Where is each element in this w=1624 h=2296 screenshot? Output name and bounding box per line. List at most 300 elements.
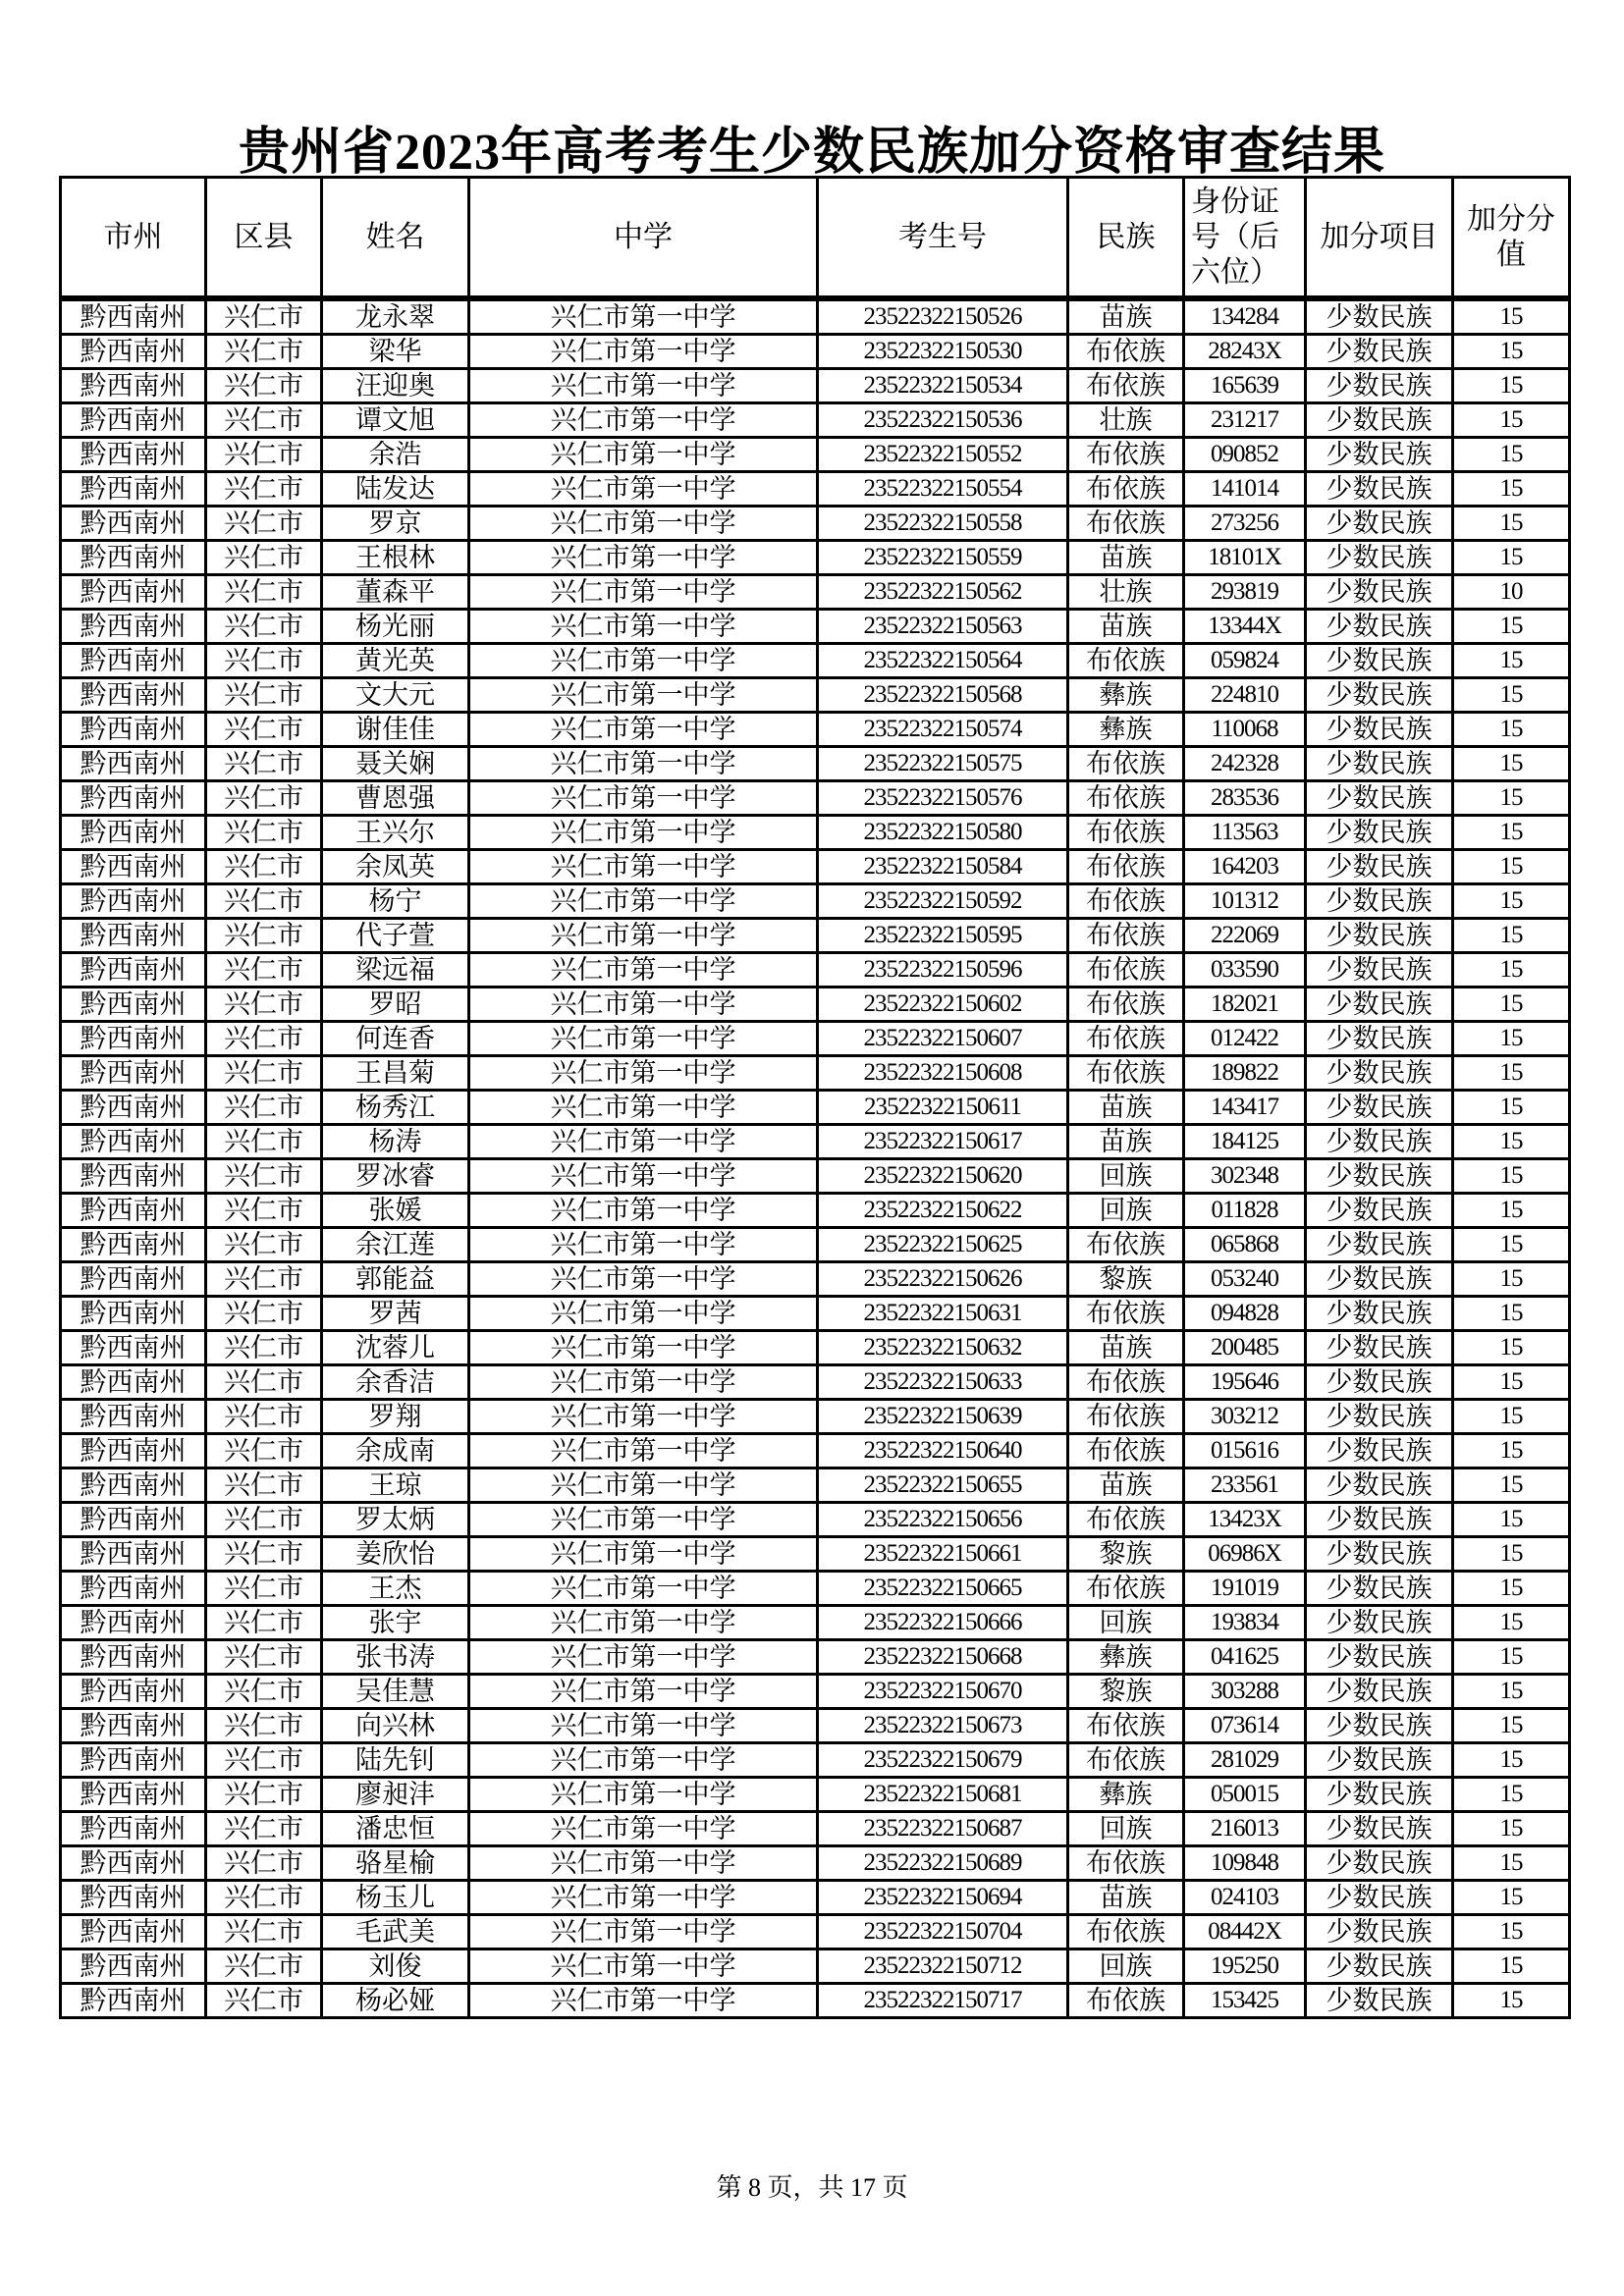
cell-bonus-item: 少数民族 [1306,1331,1453,1365]
cell-ethnicity: 布依族 [1068,1743,1184,1778]
cell-name: 毛武美 [322,1915,469,1949]
cell-school: 兴仁市第一中学 [469,1606,818,1640]
cell-id-last-six: 101312 [1184,884,1306,919]
cell-county: 兴仁市 [206,816,322,850]
cell-bonus-value: 15 [1453,1503,1570,1537]
cell-county: 兴仁市 [206,1022,322,1056]
cell-name: 廖昶沣 [322,1778,469,1812]
cell-ethnicity: 布依族 [1068,1434,1184,1468]
cell-school: 兴仁市第一中学 [469,1228,818,1262]
cell-county: 兴仁市 [206,1675,322,1709]
table-row [61,884,1570,919]
cell-id-last-six: 200485 [1184,1331,1306,1365]
cell-bonus-value: 15 [1453,816,1570,850]
cell-bonus-item: 少数民族 [1306,1778,1453,1812]
cell-ethnicity: 布依族 [1068,335,1184,369]
cell-name: 郭能益 [322,1262,469,1297]
cell-bonus-item: 少数民族 [1306,1194,1453,1228]
table-row [61,1572,1570,1606]
header-bonus-item: 加分项目 [1306,178,1453,299]
cell-name: 王琼 [322,1468,469,1503]
cell-bonus-item: 少数民族 [1306,1812,1453,1846]
cell-county: 兴仁市 [206,438,322,472]
cell-city: 黔西南州 [61,850,206,884]
page-footer: 第 8 页，共 17 页 [716,2173,908,2202]
cell-ethnicity: 布依族 [1068,644,1184,678]
cell-county: 兴仁市 [206,1434,322,1468]
cell-school: 兴仁市第一中学 [469,1812,818,1846]
cell-city: 黔西南州 [61,713,206,747]
cell-ethnicity: 黎族 [1068,1675,1184,1709]
cell-ethnicity: 布依族 [1068,850,1184,884]
cell-id-last-six: 195250 [1184,1949,1306,1984]
cell-exam-number: 23522322150622 [818,1194,1068,1228]
cell-ethnicity: 布依族 [1068,884,1184,919]
cell-school: 兴仁市第一中学 [469,816,818,850]
table-row [61,1228,1570,1262]
cell-bonus-item: 少数民族 [1306,1022,1453,1056]
table-row [61,1812,1570,1846]
cell-name: 张媛 [322,1194,469,1228]
cell-city: 黔西南州 [61,1778,206,1812]
cell-exam-number: 23522322150665 [818,1572,1068,1606]
table-row [61,1640,1570,1675]
cell-school: 兴仁市第一中学 [469,1743,818,1778]
cell-ethnicity: 布依族 [1068,1297,1184,1331]
cell-exam-number: 23522322150563 [818,610,1068,644]
cell-city: 黔西南州 [61,1846,206,1881]
cell-city: 黔西南州 [61,610,206,644]
header-name: 姓名 [322,178,469,299]
cell-bonus-value: 15 [1453,988,1570,1022]
cell-county: 兴仁市 [206,369,322,403]
cell-id-last-six: 28243X [1184,335,1306,369]
cell-id-last-six: 184125 [1184,1125,1306,1159]
cell-id-last-six: 224810 [1184,678,1306,713]
table-row [61,713,1570,747]
cell-ethnicity: 苗族 [1068,1125,1184,1159]
cell-city: 黔西南州 [61,1159,206,1194]
cell-city: 黔西南州 [61,1022,206,1056]
table-row [61,988,1570,1022]
cell-county: 兴仁市 [206,1846,322,1881]
cell-city: 黔西南州 [61,1056,206,1091]
cell-ethnicity: 苗族 [1068,1091,1184,1125]
cell-exam-number: 23522322150559 [818,541,1068,575]
header-id-last-six: 身份证号（后六位） [1184,178,1306,299]
cell-school: 兴仁市第一中学 [469,1365,818,1400]
cell-id-last-six: 053240 [1184,1262,1306,1297]
cell-bonus-value: 15 [1453,1915,1570,1949]
cell-school: 兴仁市第一中学 [469,953,818,988]
cell-city: 黔西南州 [61,403,206,438]
cell-city: 黔西南州 [61,507,206,541]
cell-ethnicity: 布依族 [1068,369,1184,403]
cell-id-last-six: 143417 [1184,1091,1306,1125]
cell-exam-number: 23522322150666 [818,1606,1068,1640]
cell-name: 谢佳佳 [322,713,469,747]
cell-county: 兴仁市 [206,1709,322,1743]
cell-ethnicity: 彝族 [1068,713,1184,747]
cell-city: 黔西南州 [61,1812,206,1846]
header-school: 中学 [469,178,818,299]
cell-bonus-value: 15 [1453,1091,1570,1125]
cell-county: 兴仁市 [206,1400,322,1434]
cell-name: 梁远福 [322,953,469,988]
cell-ethnicity: 布依族 [1068,1056,1184,1091]
cell-id-last-six: 110068 [1184,713,1306,747]
table-row [61,335,1570,369]
table-row [61,1949,1570,1984]
cell-school: 兴仁市第一中学 [469,610,818,644]
cell-ethnicity: 布依族 [1068,1228,1184,1262]
cell-school: 兴仁市第一中学 [469,1640,818,1675]
cell-city: 黔西南州 [61,884,206,919]
cell-school: 兴仁市第一中学 [469,1297,818,1331]
cell-id-last-six: 191019 [1184,1572,1306,1606]
cell-bonus-item: 少数民族 [1306,1949,1453,1984]
cell-name: 杨秀江 [322,1091,469,1125]
cell-exam-number: 23522322150661 [818,1537,1068,1572]
cell-bonus-item: 少数民族 [1306,1262,1453,1297]
cell-school: 兴仁市第一中学 [469,1125,818,1159]
cell-ethnicity: 回族 [1068,1812,1184,1846]
cell-exam-number: 23522322150611 [818,1091,1068,1125]
cell-exam-number: 23522322150639 [818,1400,1068,1434]
table-row [61,1434,1570,1468]
table-row [61,678,1570,713]
cell-exam-number: 23522322150617 [818,1125,1068,1159]
cell-bonus-value: 15 [1453,1984,1570,2018]
cell-name: 潘忠恒 [322,1812,469,1846]
header-county: 区县 [206,178,322,299]
cell-bonus-item: 少数民族 [1306,1091,1453,1125]
cell-ethnicity: 苗族 [1068,1881,1184,1915]
cell-bonus-item: 少数民族 [1306,1297,1453,1331]
page-title: 贵州省2023年高考考生少数民族加分资格审查结果 [238,125,1385,181]
cell-bonus-item: 少数民族 [1306,1365,1453,1400]
cell-id-last-six: 13344X [1184,610,1306,644]
cell-name: 张书涛 [322,1640,469,1675]
cell-exam-number: 23522322150608 [818,1056,1068,1091]
cell-name: 文大元 [322,678,469,713]
cell-bonus-item: 少数民族 [1306,1468,1453,1503]
cell-city: 黔西南州 [61,1331,206,1365]
cell-bonus-value: 15 [1453,1365,1570,1400]
cell-county: 兴仁市 [206,1572,322,1606]
cell-name: 余香洁 [322,1365,469,1400]
cell-bonus-value: 15 [1453,1846,1570,1881]
cell-city: 黔西南州 [61,1503,206,1537]
cell-exam-number: 23522322150595 [818,919,1068,953]
cell-bonus-item: 少数民族 [1306,1228,1453,1262]
table-row [61,298,1570,335]
cell-county: 兴仁市 [206,1297,322,1331]
cell-bonus-item: 少数民族 [1306,953,1453,988]
cell-county: 兴仁市 [206,1984,322,2018]
cell-id-last-six: 090852 [1184,438,1306,472]
cell-county: 兴仁市 [206,1228,322,1262]
table-row [61,1091,1570,1125]
cell-exam-number: 23522322150631 [818,1297,1068,1331]
cell-name: 罗冰睿 [322,1159,469,1194]
cell-name: 沈蓉儿 [322,1331,469,1365]
cell-bonus-item: 少数民族 [1306,1675,1453,1709]
cell-county: 兴仁市 [206,1743,322,1778]
table-row [61,1400,1570,1434]
cell-county: 兴仁市 [206,1812,322,1846]
cell-county: 兴仁市 [206,953,322,988]
cell-bonus-value: 15 [1453,953,1570,988]
cell-exam-number: 23522322150526 [818,298,1068,335]
table-row [61,1606,1570,1640]
table-row [61,541,1570,575]
cell-id-last-six: 193834 [1184,1606,1306,1640]
cell-school: 兴仁市第一中学 [469,1331,818,1365]
cell-school: 兴仁市第一中学 [469,1091,818,1125]
cell-id-last-six: 242328 [1184,747,1306,781]
cell-county: 兴仁市 [206,298,322,335]
cell-name: 吴佳慧 [322,1675,469,1709]
cell-school: 兴仁市第一中学 [469,507,818,541]
cell-city: 黔西南州 [61,1743,206,1778]
cell-exam-number: 23522322150592 [818,884,1068,919]
cell-ethnicity: 壮族 [1068,575,1184,610]
cell-county: 兴仁市 [206,644,322,678]
cell-county: 兴仁市 [206,678,322,713]
cell-county: 兴仁市 [206,781,322,816]
table-row [61,1022,1570,1056]
table-row [61,781,1570,816]
cell-name: 余凤英 [322,850,469,884]
cell-bonus-value: 15 [1453,1675,1570,1709]
cell-name: 杨必娅 [322,1984,469,2018]
cell-bonus-item: 少数民族 [1306,1503,1453,1537]
cell-bonus-value: 15 [1453,1262,1570,1297]
cell-city: 黔西南州 [61,953,206,988]
cell-school: 兴仁市第一中学 [469,1022,818,1056]
cell-city: 黔西南州 [61,1572,206,1606]
cell-bonus-item: 少数民族 [1306,644,1453,678]
cell-name: 杨光丽 [322,610,469,644]
cell-county: 兴仁市 [206,988,322,1022]
cell-ethnicity: 布依族 [1068,1503,1184,1537]
cell-ethnicity: 布依族 [1068,781,1184,816]
cell-bonus-item: 少数民族 [1306,1915,1453,1949]
cell-name: 陆发达 [322,472,469,507]
cell-school: 兴仁市第一中学 [469,1159,818,1194]
cell-bonus-item: 少数民族 [1306,713,1453,747]
table-row [61,1709,1570,1743]
cell-county: 兴仁市 [206,403,322,438]
cell-bonus-value: 15 [1453,1297,1570,1331]
cell-name: 聂关娴 [322,747,469,781]
table-row [61,1675,1570,1709]
cell-school: 兴仁市第一中学 [469,1846,818,1881]
cell-school: 兴仁市第一中学 [469,781,818,816]
table-row [61,1297,1570,1331]
cell-bonus-value: 15 [1453,472,1570,507]
cell-bonus-item: 少数民族 [1306,1640,1453,1675]
cell-ethnicity: 布依族 [1068,1572,1184,1606]
cell-county: 兴仁市 [206,713,322,747]
cell-exam-number: 23522322150568 [818,678,1068,713]
cell-ethnicity: 彝族 [1068,1778,1184,1812]
cell-name: 汪迎奥 [322,369,469,403]
cell-name: 梁华 [322,335,469,369]
cell-bonus-item: 少数民族 [1306,1537,1453,1572]
cell-school: 兴仁市第一中学 [469,1194,818,1228]
cell-county: 兴仁市 [206,1503,322,1537]
cell-county: 兴仁市 [206,1159,322,1194]
cell-exam-number: 23522322150576 [818,781,1068,816]
table-row [61,1262,1570,1297]
cell-school: 兴仁市第一中学 [469,1400,818,1434]
cell-city: 黔西南州 [61,1297,206,1331]
cell-id-last-six: 094828 [1184,1297,1306,1331]
cell-county: 兴仁市 [206,1365,322,1400]
cell-id-last-six: 231217 [1184,403,1306,438]
cell-name: 余浩 [322,438,469,472]
cell-county: 兴仁市 [206,575,322,610]
cell-school: 兴仁市第一中学 [469,988,818,1022]
cell-name: 刘俊 [322,1949,469,1984]
cell-city: 黔西南州 [61,1949,206,1984]
cell-exam-number: 23522322150640 [818,1434,1068,1468]
cell-city: 黔西南州 [61,1400,206,1434]
cell-city: 黔西南州 [61,781,206,816]
table-row [61,1537,1570,1572]
cell-id-last-six: 195646 [1184,1365,1306,1400]
cell-exam-number: 23522322150534 [818,369,1068,403]
cell-id-last-six: 012422 [1184,1022,1306,1056]
cell-bonus-item: 少数民族 [1306,541,1453,575]
cell-county: 兴仁市 [206,541,322,575]
cell-school: 兴仁市第一中学 [469,1572,818,1606]
cell-bonus-item: 少数民族 [1306,988,1453,1022]
cell-bonus-value: 15 [1453,298,1570,335]
cell-id-last-six: 281029 [1184,1743,1306,1778]
cell-school: 兴仁市第一中学 [469,1503,818,1537]
cell-exam-number: 23522322150596 [818,953,1068,988]
cell-id-last-six: 134284 [1184,298,1306,335]
cell-ethnicity: 布依族 [1068,1984,1184,2018]
cell-county: 兴仁市 [206,472,322,507]
cell-city: 黔西南州 [61,438,206,472]
cell-exam-number: 23522322150602 [818,988,1068,1022]
cell-bonus-item: 少数民族 [1306,1846,1453,1881]
cell-city: 黔西南州 [61,1228,206,1262]
cell-ethnicity: 彝族 [1068,1640,1184,1675]
cell-ethnicity: 苗族 [1068,610,1184,644]
cell-county: 兴仁市 [206,1262,322,1297]
cell-ethnicity: 布依族 [1068,1022,1184,1056]
table-row [61,816,1570,850]
cell-county: 兴仁市 [206,884,322,919]
cell-id-last-six: 08442X [1184,1915,1306,1949]
cell-name: 曹恩强 [322,781,469,816]
cell-ethnicity: 布依族 [1068,507,1184,541]
cell-exam-number: 23522322150575 [818,747,1068,781]
cell-city: 黔西南州 [61,1675,206,1709]
cell-school: 兴仁市第一中学 [469,575,818,610]
cell-city: 黔西南州 [61,1915,206,1949]
cell-exam-number: 23522322150564 [818,644,1068,678]
cell-name: 向兴林 [322,1709,469,1743]
cell-bonus-item: 少数民族 [1306,678,1453,713]
cell-bonus-value: 15 [1453,1812,1570,1846]
cell-bonus-value: 15 [1453,1125,1570,1159]
cell-exam-number: 23522322150584 [818,850,1068,884]
cell-exam-number: 23522322150607 [818,1022,1068,1056]
cell-bonus-value: 15 [1453,1640,1570,1675]
cell-exam-number: 23522322150625 [818,1228,1068,1262]
table-row [61,369,1570,403]
cell-id-last-six: 222069 [1184,919,1306,953]
table-row [61,953,1570,988]
cell-exam-number: 23522322150620 [818,1159,1068,1194]
cell-bonus-value: 10 [1453,575,1570,610]
cell-bonus-item: 少数民族 [1306,850,1453,884]
cell-school: 兴仁市第一中学 [469,472,818,507]
cell-id-last-six: 113563 [1184,816,1306,850]
cell-ethnicity: 布依族 [1068,1365,1184,1400]
cell-city: 黔西南州 [61,575,206,610]
cell-bonus-item: 少数民族 [1306,1572,1453,1606]
cell-school: 兴仁市第一中学 [469,298,818,335]
header-ethnicity: 民族 [1068,178,1184,299]
cell-id-last-six: 073614 [1184,1709,1306,1743]
cell-county: 兴仁市 [206,1778,322,1812]
cell-name: 骆星榆 [322,1846,469,1881]
table-row [61,472,1570,507]
cell-school: 兴仁市第一中学 [469,1915,818,1949]
cell-bonus-item: 少数民族 [1306,919,1453,953]
table-row [61,1365,1570,1400]
cell-county: 兴仁市 [206,1194,322,1228]
cell-bonus-item: 少数民族 [1306,472,1453,507]
cell-name: 罗茜 [322,1297,469,1331]
cell-id-last-six: 302348 [1184,1159,1306,1194]
cell-name: 黄光英 [322,644,469,678]
cell-county: 兴仁市 [206,747,322,781]
table-row [61,438,1570,472]
cell-bonus-value: 15 [1453,1468,1570,1503]
cell-name: 何连香 [322,1022,469,1056]
cell-bonus-value: 15 [1453,1159,1570,1194]
cell-bonus-value: 15 [1453,1709,1570,1743]
table-row [61,1503,1570,1537]
cell-ethnicity: 苗族 [1068,541,1184,575]
cell-exam-number: 23522322150574 [818,713,1068,747]
cell-city: 黔西南州 [61,1125,206,1159]
cell-city: 黔西南州 [61,1194,206,1228]
cell-name: 王兴尔 [322,816,469,850]
cell-bonus-value: 15 [1453,335,1570,369]
cell-school: 兴仁市第一中学 [469,644,818,678]
cell-bonus-value: 15 [1453,1022,1570,1056]
cell-exam-number: 23522322150656 [818,1503,1068,1537]
cell-bonus-item: 少数民族 [1306,438,1453,472]
cell-school: 兴仁市第一中学 [469,747,818,781]
cell-exam-number: 23522322150689 [818,1846,1068,1881]
table-row [61,610,1570,644]
cell-school: 兴仁市第一中学 [469,1881,818,1915]
cell-ethnicity: 布依族 [1068,747,1184,781]
cell-id-last-six: 015616 [1184,1434,1306,1468]
cell-bonus-value: 15 [1453,1194,1570,1228]
cell-ethnicity: 壮族 [1068,403,1184,438]
